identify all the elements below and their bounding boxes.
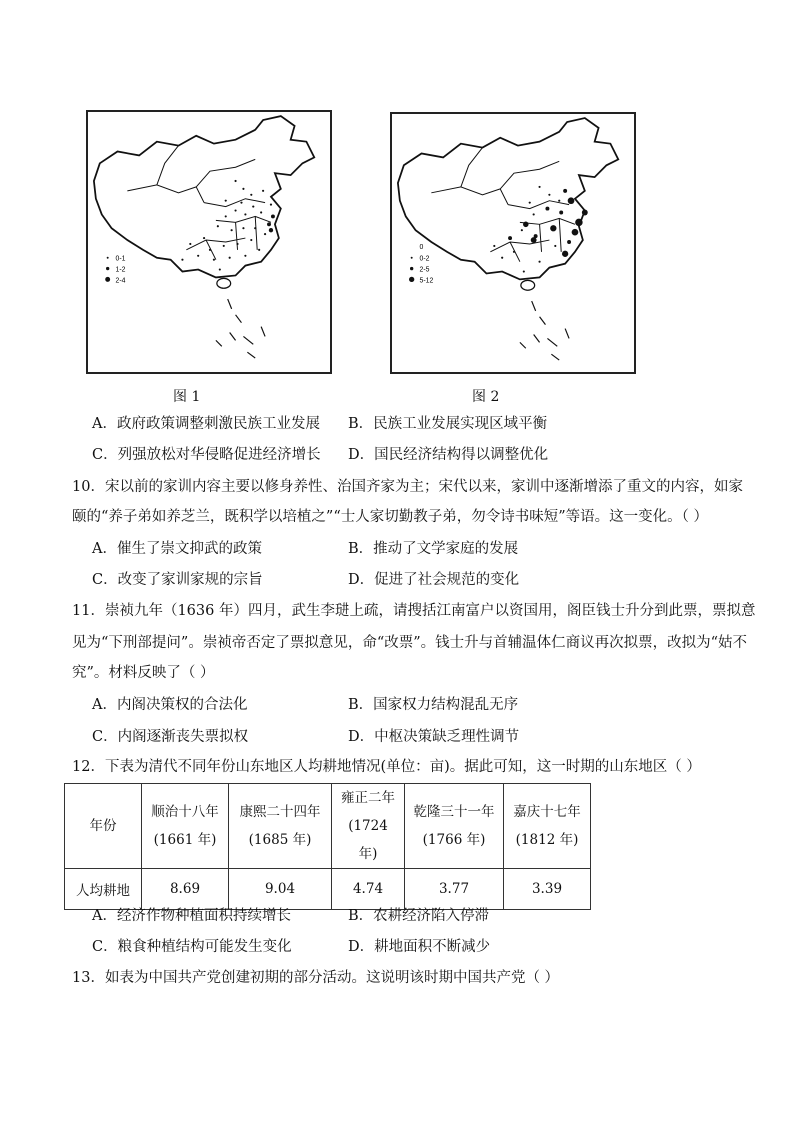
q10-option-a[interactable]: A．催生了崇文抑武的政策 — [92, 541, 262, 557]
figure-2-map — [390, 112, 636, 374]
legend-2-item-3: 5-12 — [419, 277, 434, 285]
table-cell: 4.74 — [332, 869, 405, 910]
figure-1-caption: 图 1 — [173, 389, 201, 405]
china-map-2 — [392, 114, 634, 372]
column-name: 乾隆三十一年 — [413, 804, 495, 820]
q11-option-d[interactable]: D．中枢决策缺乏理性调节 — [348, 729, 520, 745]
figure-2-caption: 图 2 — [472, 389, 500, 405]
q12-option-b[interactable]: B．农耕经济陷入停滞 — [348, 908, 490, 924]
legend-2-item-1: 0-2 — [419, 255, 430, 263]
table-cell: 8.69 — [142, 869, 229, 910]
legend-1-item-0: 0-1 — [115, 255, 126, 263]
q9-option-d[interactable]: D．国民经济结构得以调整优化 — [348, 447, 549, 463]
q11-option-c[interactable]: C．内阁逐渐丧失票拟权 — [92, 729, 249, 745]
legend-1-item-2: 2-4 — [115, 277, 126, 285]
q13-stem-line-1: 13．如表为中国共产党创建初期的部分活动。这说明该时期中国共产党（ ） — [72, 970, 560, 986]
q11-stem-line-3: 究”。材料反映了（ ） — [72, 665, 215, 681]
q11-stem-line-2: 见为“下刑部提问”。崇祯帝否定了票拟意见，命“改票”。钱士升与首辅温体仁商议再次拟票，改拟为“姑不 — [72, 635, 748, 651]
q10-option-c[interactable]: C．改变了家训家规的宗旨 — [92, 572, 263, 588]
china-map-1 — [88, 112, 330, 372]
column-name: 康熙二十四年 — [239, 804, 321, 820]
q9-option-c[interactable]: C．列强放松对华侵略促进经济增长 — [92, 447, 321, 463]
legend-1-item-1: 1-2 — [115, 266, 126, 274]
table-header-cell — [405, 784, 504, 869]
table-cell: 3.77 — [405, 869, 504, 910]
table-header-cell — [229, 784, 332, 869]
q11-stem-line-1: 11．崇祯九年（1636 年）四月，武生李琎上疏，请搜括江南富户以资国用，阁臣钱士升分到此票，票拟意 — [72, 603, 756, 619]
column-name: 嘉庆十七年 — [513, 804, 581, 820]
column-year: (1724 年) — [348, 818, 388, 862]
q10-option-b[interactable]: B．推动了文学家庭的发展 — [348, 541, 519, 557]
q11-option-a[interactable]: A．内阁决策权的合法化 — [92, 697, 248, 713]
table-row-header-farmland: 人均耕地 — [65, 869, 142, 910]
table-row-header-year: 年份 — [65, 784, 142, 869]
column-name: 顺治十八年 — [151, 804, 219, 820]
legend-2 — [409, 244, 433, 284]
q10-option-d[interactable]: D．促进了社会规范的变化 — [348, 572, 520, 588]
table-header-cell — [504, 784, 591, 869]
legend-1 — [105, 256, 125, 285]
column-year: (1812 年) — [515, 832, 579, 848]
table-cell: 9.04 — [229, 869, 332, 910]
table-header-cell — [332, 784, 405, 869]
q12-option-c[interactable]: C．粮食种植结构可能发生变化 — [92, 939, 292, 955]
q12-option-d[interactable]: D．耕地面积不断减少 — [348, 939, 491, 955]
q9-option-a[interactable]: A．政府政策调整刺激民族工业发展 — [92, 416, 320, 432]
q10-stem-line-1: 10．宋以前的家训内容主要以修身养性、治国齐家为主；宋代以来，家训中逐渐增添了重文的内容，如家 — [72, 479, 743, 495]
table-cell: 3.39 — [504, 869, 591, 910]
q12-table — [64, 783, 591, 910]
table-row — [65, 784, 591, 869]
table-row — [65, 869, 591, 910]
legend-2-item-0: 0 — [419, 243, 424, 251]
column-year: (1766 年) — [422, 832, 486, 848]
q9-option-b[interactable]: B．民族工业发展实现区域平衡 — [348, 416, 548, 432]
figure-1-map — [86, 110, 332, 374]
q12-option-a[interactable]: A．经济作物种植面积持续增长 — [92, 908, 291, 924]
q11-option-b[interactable]: B．国家权力结构混乱无序 — [348, 697, 519, 713]
q10-stem-line-2: 颐的“养子弟如养芝兰，既积学以培植之”“士人家切勤教子弟，勿令诗书味短”等语。这一变化。（ ） — [72, 509, 709, 525]
table-header-cell — [142, 784, 229, 869]
column-year: (1685 年) — [248, 832, 312, 848]
column-name: 雍正二年 — [341, 790, 395, 806]
density-dots-1 — [181, 180, 275, 271]
q12-stem-line-1: 12．下表为清代不同年份山东地区人均耕地情况(单位：亩)。据此可知，这一时期的山东地区（ ） — [72, 759, 701, 775]
column-year: (1661 年) — [153, 832, 217, 848]
density-dots-2 — [493, 186, 588, 273]
legend-2-item-2: 2-5 — [419, 266, 430, 274]
